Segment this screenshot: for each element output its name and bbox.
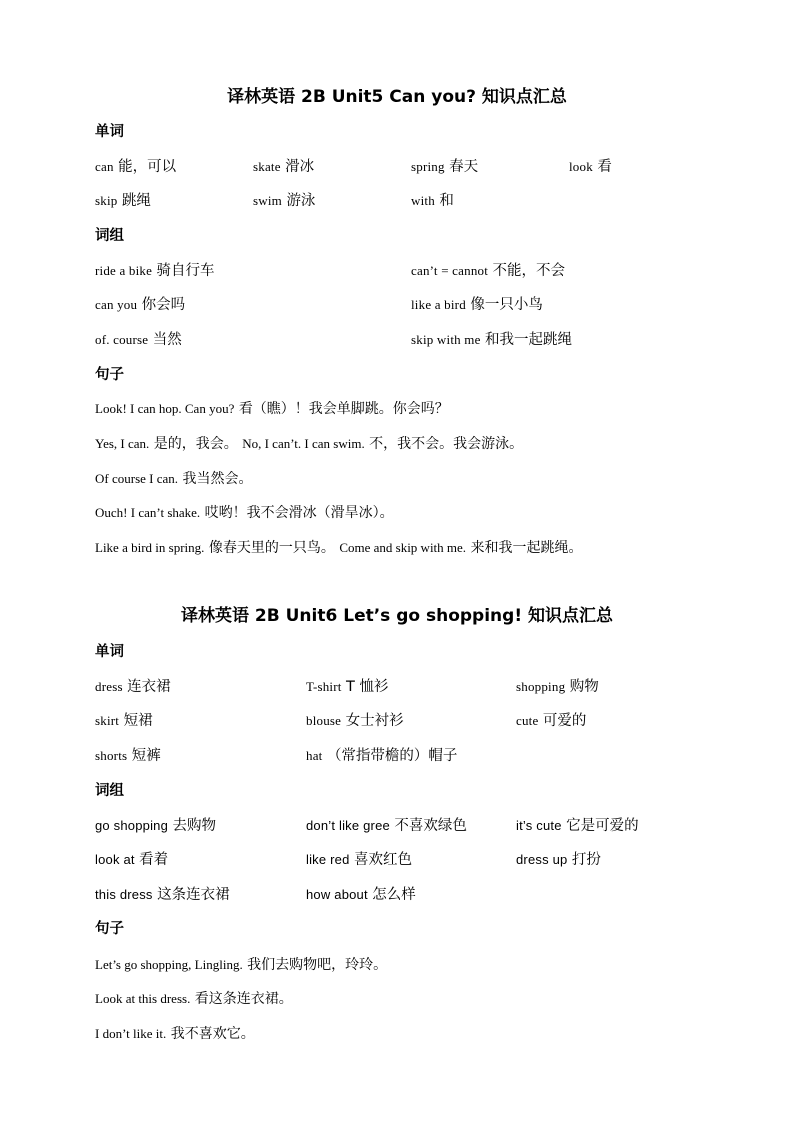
unit6-word: shorts 短裤: [95, 748, 161, 764]
unit5-phrase: can’t = cannot 不能，不会: [411, 263, 565, 279]
unit6-phrase: this dress 这条连衣裙: [95, 887, 230, 903]
unit5-phrase: can you 你会吗: [95, 297, 186, 313]
unit6-title: 译林英语 2B Unit6 Let’s go shopping! 知识点汇总: [181, 606, 613, 626]
unit5-sentence: Look! I can hop. Can you? 看（瞧）！我会单脚跳。你会吗？: [95, 401, 449, 417]
unit6-phrase: go shopping 去购物: [95, 818, 216, 834]
unit5-title: 译林英语 2B Unit5 Can you? 知识点汇总: [227, 87, 567, 107]
unit5-word: skate 滑冰: [253, 159, 315, 175]
unit5-phrases-heading: 词组: [95, 228, 124, 244]
unit6-words-heading: 单词: [95, 644, 124, 660]
unit6-sentence: I don’t like it. 我不喜欢它。: [95, 1026, 255, 1042]
unit5-word: swim 游泳: [253, 193, 316, 209]
unit6-phrase: dress up 打扮: [516, 852, 601, 868]
unit6-word: skirt 短裙: [95, 713, 153, 729]
unit5-phrase: ride a bike 骑自行车: [95, 263, 215, 279]
unit6-word: dress 连衣裙: [95, 679, 171, 695]
unit5-words-heading: 单词: [95, 124, 124, 140]
unit5-phrase: like a bird 像一只小鸟: [411, 297, 543, 313]
unit6-phrase: it’s cute 它是可爱的: [516, 818, 639, 834]
unit5-word: spring 春天: [411, 159, 479, 175]
unit6-word: blouse 女士衬衫: [306, 713, 404, 729]
unit6-phrase: don’t like gree 不喜欢绿色: [306, 818, 467, 834]
unit5-phrase: skip with me 和我一起跳绳: [411, 332, 573, 348]
unit5-sentence: Ouch! I can’t shake. 哎哟！我不会滑冰（滑旱冰）。: [95, 505, 394, 521]
unit6-phrases-heading: 词组: [95, 783, 124, 799]
unit5-sentence: Of course I can. 我当然会。: [95, 471, 253, 487]
unit6-word: hat （常指带檐的）帽子: [306, 748, 458, 764]
unit5-word: can 能，可以: [95, 159, 177, 175]
unit5-word: skip 跳绳: [95, 193, 151, 209]
unit6-sentence: Look at this dress. 看这条连衣裙。: [95, 991, 293, 1007]
unit5-sentence: Like a bird in spring. 像春天里的一只鸟。 Come and skip with me. 来和我一起跳绳。: [95, 540, 583, 556]
unit5-word: look 看: [569, 159, 612, 175]
unit5-word: with 和: [411, 193, 454, 209]
unit5-phrase: of. course 当然: [95, 332, 182, 348]
unit6-word: T-shirt T 恤衫: [306, 679, 389, 695]
unit5-sentence: Yes, I can. 是的，我会。 No, I can’t. I can swim. 不，我不会。我会游泳。: [95, 436, 524, 452]
unit6-word: cute 可爱的: [516, 713, 587, 729]
unit6-sentences-heading: 句子: [95, 921, 124, 937]
unit6-sentence: Let’s go shopping, Lingling. 我们去购物吧，玲玲。: [95, 957, 388, 973]
unit6-phrase: like red 喜欢红色: [306, 852, 412, 868]
unit6-phrase: how about 怎么样: [306, 887, 416, 903]
unit6-word: shopping 购物: [516, 679, 599, 695]
unit6-phrase: look at 看着: [95, 852, 169, 868]
unit5-sentences-heading: 句子: [95, 367, 124, 383]
